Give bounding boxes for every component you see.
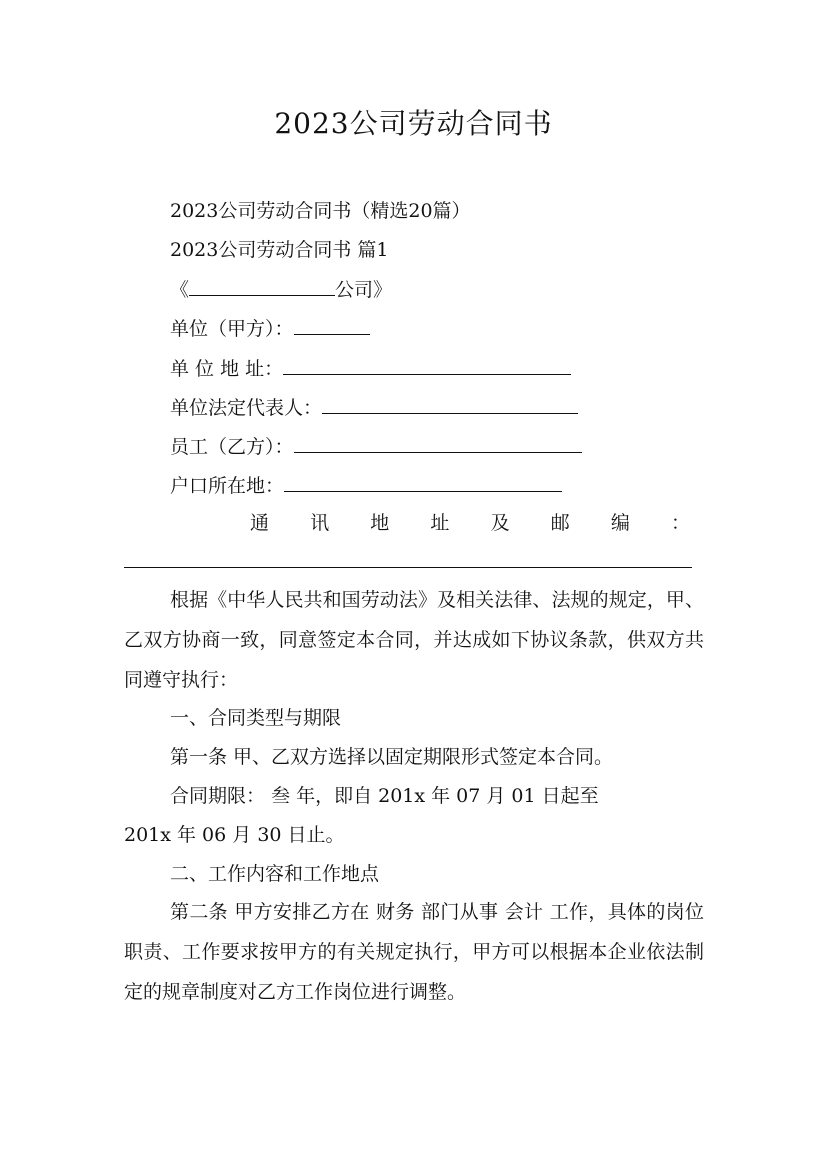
article1: 第一条 甲、乙双方选择以固定期限形式签定本合同。: [170, 746, 614, 768]
employer-field: [170, 314, 370, 343]
mail-char: 地: [370, 512, 390, 534]
employee-label: 员工（乙方）：: [170, 436, 294, 458]
mail-char: 址: [430, 512, 450, 534]
legal-rep-label: 单位法定代表人：: [170, 397, 323, 419]
company-suffix: 公司》: [335, 279, 393, 301]
company-line: [170, 275, 392, 304]
address-field: [170, 354, 571, 383]
document-title: 2023公司劳动合同书: [274, 107, 553, 140]
employee-blank: [294, 432, 582, 453]
article2: 第二条 甲方安排乙方在 财务 部门从事 会计 工作，具体的岗位职责、工作要求按甲方的有关规定执行，甲方可以根据本企业依法制定的规章制度对乙方工作岗位进行调整。: [124, 901, 704, 1003]
mail-char: 编: [610, 512, 630, 534]
mail-char: ：: [670, 512, 690, 534]
address-label: 单 位 地 址：: [170, 358, 284, 380]
mail-char: 及: [490, 512, 510, 534]
hukou-label: 户口所在地：: [170, 475, 285, 497]
legal-rep-blank: [322, 393, 578, 414]
subtitle: 2023公司劳动合同书（精选20篇）: [170, 200, 471, 222]
hukou-blank: [284, 471, 562, 492]
hukou-field: [170, 471, 562, 500]
intro-paragraph: 根据《中华人民共和国劳动法》及相关法律、法规的规定，甲、乙双方协商一致，同意签定本合同，并达成如下协议条款，供双方共同遵守执行：: [124, 589, 704, 691]
term-line-2: 201x 年 06 月 30 日止。: [124, 824, 345, 846]
section2-title: 二、工作内容和工作地点: [170, 863, 380, 885]
employee-field: [170, 432, 582, 461]
company-open-bracket: 《: [170, 279, 190, 301]
legal-rep-field: [170, 393, 578, 422]
mail-address-label: [250, 509, 690, 537]
mail-char: 邮: [550, 512, 570, 534]
mail-char: 讯: [310, 512, 330, 534]
term-line-1: 合同期限： 叁 年，即自 201x 年 07 月 01 日起至: [170, 785, 599, 807]
address-blank: [283, 354, 571, 375]
mail-address-blank: [124, 567, 692, 568]
employer-label: 单位（甲方）：: [170, 318, 294, 340]
employer-blank: [294, 314, 370, 335]
mail-char: 通: [250, 512, 270, 534]
company-blank: [189, 275, 335, 296]
section-heading: 2023公司劳动合同书 篇1: [170, 239, 389, 261]
section1-title: 一、合同类型与期限: [170, 707, 342, 729]
